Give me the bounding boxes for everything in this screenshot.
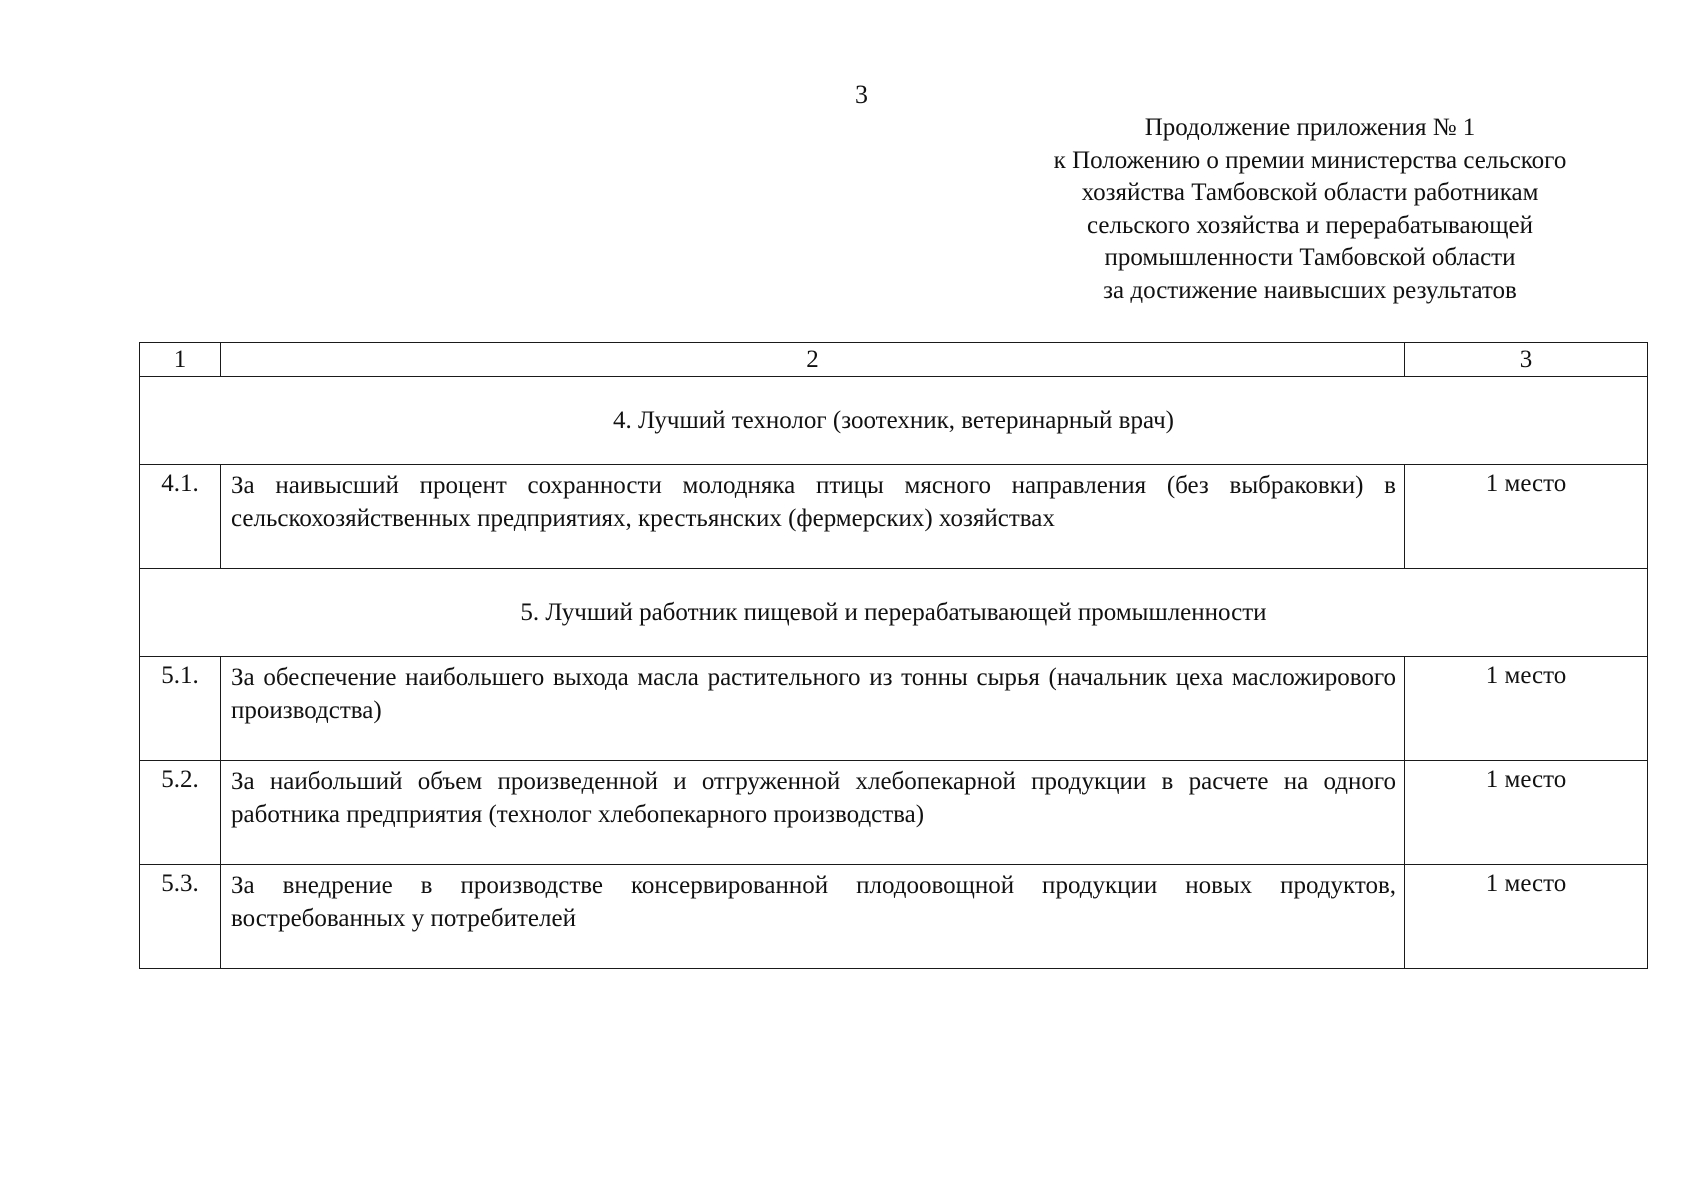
section-title-4: 4. Лучший технолог (зоотехник, ветеринарный врач) <box>140 377 1648 465</box>
table-row-5-3 <box>140 865 1648 969</box>
column-header-row <box>140 343 1648 377</box>
row-prize: 1 место <box>1405 761 1648 865</box>
row-criterion: За наибольший объем произведенной и отгруженной хлебопекарной продукции в расчете на одного работника предприятия (технолог хлебопекарного производства) <box>221 761 1405 865</box>
header-line: за достижение наивысших результатов <box>1103 276 1517 304</box>
row-criterion: За обеспечение наибольшего выхода масла растительного из тонны сырья (начальник цеха масложирового производства) <box>221 657 1405 761</box>
column-header-2: 2 <box>221 343 1405 377</box>
header-line: промышленности Тамбовской области <box>1104 244 1516 271</box>
row-number: 5.2. <box>140 761 221 865</box>
header-line: хозяйства Тамбовской области работникам <box>1081 179 1539 206</box>
header-line: к Положению о премии министерства сельского <box>1053 146 1567 174</box>
row-prize: 1 место <box>1405 465 1648 569</box>
row-number: 5.1. <box>140 657 221 761</box>
column-header-1: 1 <box>140 343 221 377</box>
row-number: 4.1. <box>140 465 221 569</box>
section-title-5: 5. Лучший работник пищевой и перерабатывающей промышленности <box>140 569 1648 657</box>
appendix-header <box>960 112 1660 307</box>
header-line: сельского хозяйства и перерабатывающей <box>1086 211 1534 239</box>
row-number: 5.3. <box>140 865 221 969</box>
table-row-5-2 <box>140 761 1648 865</box>
row-criterion: За наивысший процент сохранности молодняка птицы мясного направления (без выбраковки) в сельскохозяйственных предприятиях, крестьянских (фермерских) хозяйствах <box>221 465 1405 569</box>
section-row-4 <box>140 377 1648 465</box>
awards-table <box>139 342 1648 969</box>
table-row-4-1 <box>140 465 1648 569</box>
row-criterion: За внедрение в производстве консервированной плодоовощной продукции новых продуктов, востребованных у потребителей <box>221 865 1405 969</box>
header-line: Продолжение приложения № 1 <box>1144 114 1476 141</box>
row-prize: 1 место <box>1405 865 1648 969</box>
page-number: 3 <box>855 80 868 109</box>
table-row-5-1 <box>140 657 1648 761</box>
section-row-5 <box>140 569 1648 657</box>
column-header-3: 3 <box>1405 343 1648 377</box>
row-prize: 1 место <box>1405 657 1648 761</box>
